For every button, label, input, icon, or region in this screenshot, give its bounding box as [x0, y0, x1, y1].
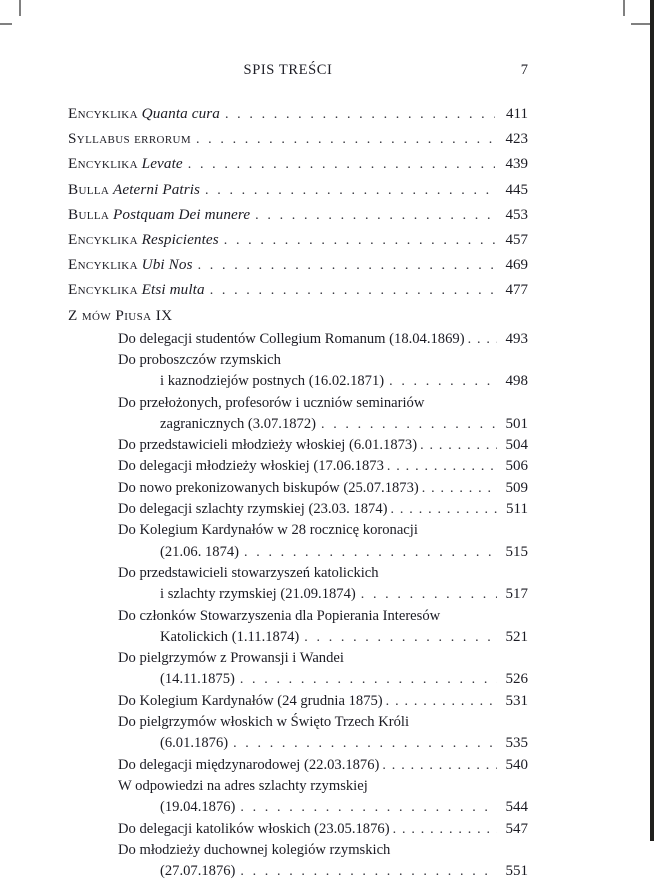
toc-entry-title: Quanta cura [141, 105, 220, 122]
dot-leader [391, 499, 498, 520]
toc-entry-label: Do pielgrzymów z Prowansji i Wandei [118, 650, 344, 667]
toc-entry-label: Do proboszczów rzymskich [118, 351, 281, 368]
toc-entry-page-number: 445 [505, 181, 528, 198]
toc-entry-label [68, 151, 183, 176]
toc-entry-work[interactable] [68, 151, 528, 176]
toc-entry-work[interactable] [68, 101, 528, 126]
toc-entry-label: Do pielgrzymów włoskich w Święto Trzech Króli [118, 714, 410, 731]
toc-entry-speech[interactable] [118, 648, 528, 669]
toc-entry-page-number: 477 [505, 282, 528, 299]
toc-entry-page-number: 535 [505, 735, 528, 752]
toc-entry-page-number: 544 [505, 799, 528, 816]
toc-entry-speech[interactable] [118, 819, 528, 840]
toc-entry-speech[interactable] [118, 478, 528, 499]
toc-entry-label: Do Kolegium Kardynałów (24 grudnia 1875) [118, 692, 383, 709]
toc-entry-label [68, 177, 200, 202]
toc-entry-label: Do delegacji międzynarodowej (22.03.1876) [118, 756, 380, 773]
dot-leader [468, 329, 497, 350]
toc-entry-label-continued: i szlachty rzymskiej (21.09.1874) [160, 586, 356, 603]
toc-entry-label [68, 101, 220, 126]
dot-leader [240, 669, 497, 690]
toc-entry-work[interactable] [68, 277, 528, 302]
crop-mark-top-left-vertical [19, 0, 21, 16]
speeches-list [68, 329, 528, 882]
toc-entry-label-continued: (21.06. 1874) [160, 543, 240, 560]
toc-entry-page-number: 469 [505, 257, 528, 274]
toc-entry-speech[interactable] [118, 350, 528, 371]
toc-entry-label: Do młodzieży duchownej kolegiów rzymskich [118, 841, 391, 858]
dot-leader [393, 819, 497, 840]
toc-entry-speech-continuation[interactable] [118, 414, 528, 435]
dot-leader [210, 278, 495, 302]
toc-entry-label: Do Kolegium Kardynałów w 28 rocznicę koronacji [118, 522, 418, 539]
toc-entry-title: Ubi Nos [141, 256, 193, 274]
toc-entry-label [68, 126, 191, 151]
dot-leader [389, 371, 497, 392]
toc-entry-label: Do członków Stowarzyszenia dla Popierania Interesów [118, 607, 441, 624]
toc-entry-kind: Bulla [68, 205, 110, 223]
running-head-title: SPIS TREŚCI [243, 62, 333, 78]
toc-entry-title: Etsi multa [141, 281, 205, 299]
toc-entry-page-number: 521 [505, 628, 528, 645]
toc-entry-label: Do delegacji studentów Collegium Romanum (18.04.1869) [118, 330, 465, 347]
toc-entry-kind: Encyklika [68, 256, 138, 274]
toc-entry-label: W odpowiedzi na adres szlachty rzymskiej [118, 777, 368, 794]
page-edge-shadow [650, 0, 654, 841]
toc-entry-label-continued: i kaznodziejów postnych (16.02.1871) [160, 373, 385, 390]
toc-entry-label: Do delegacji szlachty rzymskiej (23.03. 1874) [118, 501, 388, 518]
toc-entry-page-number: 493 [505, 330, 528, 347]
toc-entry-label: Do przełożonych, profesorów i uczniów seminariów [118, 394, 425, 411]
table-of-contents [68, 101, 528, 882]
dot-leader [198, 253, 495, 277]
toc-entry-label: Do przedstawicieli stowarzyszeń katolickich [118, 564, 379, 581]
dot-leader [387, 456, 497, 477]
toc-entry-speech[interactable] [118, 456, 528, 477]
toc-entry-page-number: 526 [505, 671, 528, 688]
toc-entry-label [68, 252, 193, 277]
section-heading-z-mow-piusa-ix [68, 303, 528, 328]
toc-entry-label [68, 202, 250, 227]
toc-entry-title: Respicientes [141, 230, 219, 248]
toc-entry-page-number: 551 [505, 863, 528, 880]
toc-entry-speech-continuation[interactable] [118, 542, 528, 563]
toc-entry-kind: Encyklika [68, 105, 138, 122]
toc-entry-page-number: 515 [505, 543, 528, 560]
toc-entry-speech-continuation[interactable] [118, 861, 528, 882]
page-number: 7 [520, 62, 528, 78]
toc-entry-label: Do delegacji młodzieży włoskiej (17.06.1873 [118, 458, 384, 475]
dot-leader [422, 478, 497, 499]
toc-entry-speech-continuation[interactable] [118, 371, 528, 392]
toc-entry-title: Postquam Dei munere [113, 205, 251, 223]
toc-entry-page-number: 511 [506, 501, 528, 518]
toc-entry-page-number: 439 [505, 156, 528, 173]
toc-entry-speech[interactable] [118, 691, 528, 712]
toc-entry-work[interactable] [68, 252, 528, 277]
dot-leader [420, 435, 497, 456]
toc-entry-speech-continuation[interactable] [118, 584, 528, 605]
toc-entry-page-number: 504 [505, 437, 528, 454]
toc-entry-kind: Bulla [68, 180, 110, 198]
toc-entry-work[interactable] [68, 126, 528, 151]
toc-entry-page-number: 517 [505, 586, 528, 603]
toc-entry-page-number: 501 [505, 415, 528, 432]
toc-entry-kind: Encyklika [68, 230, 138, 248]
toc-entry-kind: Encyklika [68, 281, 138, 299]
toc-entry-speech[interactable] [118, 563, 528, 584]
toc-entry-work[interactable] [68, 202, 528, 227]
dot-leader [244, 542, 497, 563]
toc-entry-label-continued: Katolickich (1.11.1874) [160, 628, 300, 645]
dot-leader [196, 127, 495, 151]
toc-entry-speech[interactable] [118, 755, 528, 776]
toc-entry-page-number: 531 [505, 692, 528, 709]
toc-entry-page-number: 457 [505, 231, 528, 248]
toc-entry-label-continued: (6.01.1876) [160, 735, 229, 752]
toc-entry-speech[interactable] [118, 435, 528, 456]
crop-mark-top-left-horizontal [0, 23, 12, 25]
toc-entry-page-number: 453 [505, 206, 528, 223]
toc-entry-speech-continuation[interactable] [118, 627, 528, 648]
dot-leader [382, 755, 497, 776]
toc-entry-label: Do nowo prekonizowanych biskupów (25.07.1873) [118, 479, 419, 496]
toc-entry-speech[interactable] [118, 776, 528, 797]
toc-entry-label [68, 227, 219, 252]
dot-leader [205, 178, 495, 202]
toc-entry-speech-continuation[interactable] [118, 797, 528, 818]
toc-entry-title: Levate [141, 155, 183, 173]
toc-entry-label-continued: zagranicznych (3.07.1872) [160, 415, 317, 432]
toc-entry-page-number: 506 [505, 458, 528, 475]
toc-entry-page-number: 547 [505, 820, 528, 837]
toc-entry-speech[interactable] [118, 712, 528, 733]
toc-entry-work[interactable] [68, 177, 528, 202]
crop-mark-top-right-horizontal [631, 23, 651, 25]
toc-entry-label-continued: (14.11.1875) [160, 671, 235, 688]
toc-entry-speech[interactable] [118, 329, 528, 350]
dot-leader [225, 102, 495, 126]
dot-leader [386, 691, 497, 712]
running-head [68, 62, 528, 82]
section-heading-label: Z mów Piusa IX [68, 306, 173, 324]
toc-entry-speech[interactable] [118, 499, 528, 520]
toc-entry-work[interactable] [68, 227, 528, 252]
toc-entry-label: Do przedstawicieli młodzieży włoskiej (6.01.1873) [118, 437, 418, 454]
dot-leader [240, 861, 497, 882]
dot-leader [361, 584, 497, 605]
dot-leader [240, 797, 497, 818]
toc-entry-page-number: 509 [505, 479, 528, 496]
toc-entry-kind: Encyklika [68, 155, 138, 173]
dot-leader [233, 733, 497, 754]
toc-entry-speech-continuation[interactable] [118, 733, 528, 754]
dot-leader [304, 627, 497, 648]
toc-entry-speech[interactable] [118, 520, 528, 541]
toc-entry-speech[interactable] [118, 840, 528, 861]
toc-entry-speech-continuation[interactable] [118, 669, 528, 690]
dot-leader [255, 203, 495, 227]
toc-entry-page-number: 540 [505, 756, 528, 773]
toc-entry-label [68, 277, 205, 302]
works-list [68, 101, 528, 303]
toc-entry-page-number: 411 [506, 106, 528, 122]
toc-entry-label-continued: (27.07.1876) [160, 863, 236, 880]
dot-leader [321, 414, 497, 435]
toc-entry-kind: Syllabus errorum [68, 130, 191, 148]
toc-entry-title: Aeterni Patris [113, 180, 201, 198]
toc-entry-speech[interactable] [118, 606, 528, 627]
dot-leader [188, 152, 495, 176]
toc-entry-label: Do delegacji katolików włoskich (23.05.1876) [118, 820, 390, 837]
toc-entry-label-continued: (19.04.1876) [160, 799, 236, 816]
toc-entry-page-number: 423 [505, 131, 528, 148]
dot-leader [224, 228, 495, 252]
crop-mark-top-right-vertical [623, 0, 625, 16]
toc-entry-page-number: 498 [505, 373, 528, 390]
toc-entry-speech[interactable] [118, 393, 528, 414]
